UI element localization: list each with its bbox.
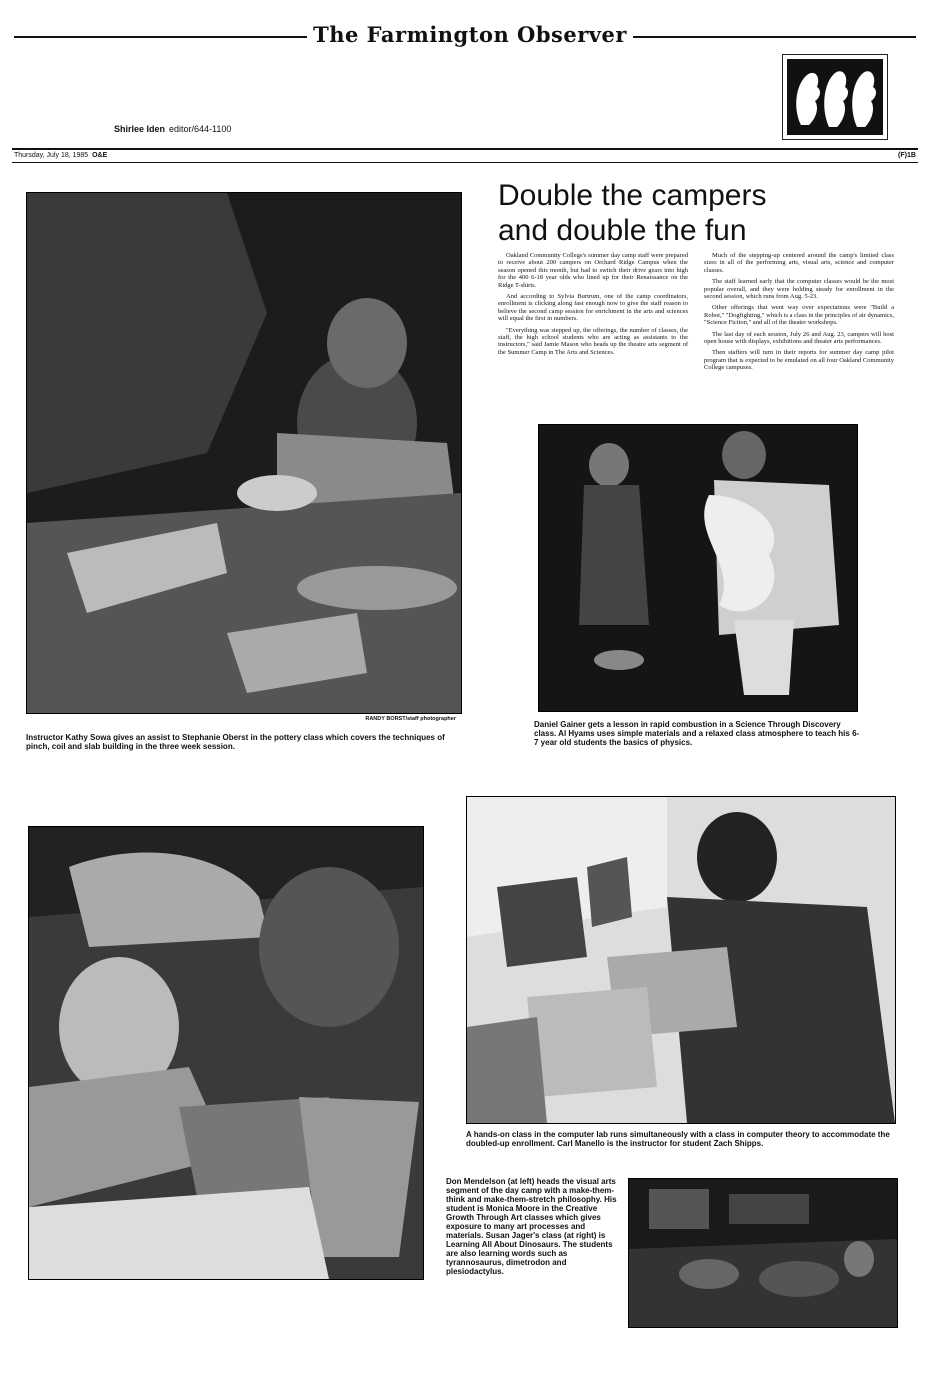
dinosaur-class-photo bbox=[628, 1178, 898, 1328]
page-number: (F)1B bbox=[898, 152, 916, 159]
science-photo-image bbox=[539, 425, 857, 711]
pottery-photo-caption: Instructor Kathy Sowa gives an assist to Stephanie Oberst in the pottery class which covers the techniques of pinch, coil and slab building in the three week session. bbox=[26, 733, 445, 752]
dinosaur-class-photo-image bbox=[629, 1179, 897, 1327]
pottery-photo bbox=[26, 192, 462, 714]
article-column-2 bbox=[704, 252, 894, 376]
dateline-date: Thursday, July 18, 1985 bbox=[14, 152, 89, 159]
article-column-1 bbox=[498, 252, 688, 360]
editor-line bbox=[114, 124, 231, 134]
editor-name: Shirlee Iden bbox=[114, 124, 166, 134]
dateline bbox=[14, 152, 107, 159]
masthead bbox=[0, 22, 940, 47]
article-paragraph: Much of the stepping-up centered around the camp's limited class sizes in all of the performing arts, visual arts, science and computer classes. bbox=[704, 252, 894, 274]
article-paragraph: Then staffers will turn in their reports for summer day camp pilot program that is expected to be emulated on all four Oakland Community College campuses. bbox=[704, 349, 894, 372]
dateline-rule-bottom bbox=[12, 162, 918, 163]
article-paragraph: "Everything was stepped up, the offerings, the number of classes, the staff, the high school students who are acting as assistants to the instructors," said Jamie Mason who heads up the theatre arts segment of the Summer Camp in The Arts and Sciences. bbox=[498, 326, 688, 356]
article-headline bbox=[498, 178, 888, 248]
editor-contact: editor/644-1100 bbox=[169, 124, 232, 134]
faces-logo-icon bbox=[783, 55, 887, 139]
science-photo-caption: Daniel Gainer gets a lesson in rapid combustion in a Science Through Discovery class. Al Hyams uses simple materials and a relaxed class atmosphere to teach his 6-7 year old students the basics of physics. bbox=[534, 720, 860, 748]
dateline-rule-top bbox=[12, 148, 918, 150]
article-paragraph: The last day of each session, July 26 and Aug. 23, campers will host open house with displays, exhibitions and theater arts performances. bbox=[704, 330, 894, 346]
masthead-title: The Farmington Observer bbox=[307, 22, 633, 47]
computer-lab-photo bbox=[466, 796, 896, 1124]
article-paragraph: The staff learned early that the computer classes would be the most popular overall, and they were holding steady for enrollment in the second session, which runs from Aug. 5-23. bbox=[704, 278, 894, 301]
section-logo bbox=[782, 54, 888, 140]
article-paragraph: Other offerings that went way over expectations were "Build a Robot," "Dogfighting," which is a class in the principles of air dynamics, "Science Fiction," and all of the theater workshops. bbox=[704, 304, 894, 327]
headline-line-2: and double the fun bbox=[498, 214, 747, 247]
art-class-photo-caption: Don Mendelson (at left) heads the visual arts segment of the day camp with a make-them-think and make-them-stretch philosophy. His student is Monica Moore in the Creative Growth Through Art classes which gives exposure to many art processes and materials. Susan Jager's class (at right) is Learning All About Dinosaurs. The students are also learning words such as tyrannosaurus, dimetrodon and plesiodactylus. bbox=[446, 1177, 617, 1276]
pottery-photo-credit: RANDY BORST/staff photographer bbox=[365, 716, 456, 722]
headline-line-1: Double the campers bbox=[498, 179, 767, 212]
science-photo bbox=[538, 424, 858, 712]
art-class-photo-image bbox=[29, 827, 423, 1279]
computer-lab-photo-image bbox=[467, 797, 895, 1123]
article-paragraph: Oakland Community College's summer day camp staff were prepared to receive about 200 campers on Orchard Ridge Campus when the season opened this month, but had to switch their drive gears into high for the 400 6-18 year olds who lined up for their Renaissance on the Ridge T-shirts. bbox=[498, 252, 688, 289]
computer-lab-photo-caption: A hands-on class in the computer lab runs simultaneously with a class in computer theory to accommodate the doubled-up enrollment. Carl Manello is the instructor for student Zach Shipps. bbox=[466, 1130, 890, 1149]
pottery-photo-image bbox=[27, 193, 461, 713]
dateline-section: O&E bbox=[92, 152, 108, 159]
art-class-photo bbox=[28, 826, 424, 1280]
article-paragraph: And according to Sylvia Burtrum, one of the camp coordinators, enrollment is clicking along fast enough now to give the staff reason to believe the second camp session for enrichment in the arts and sciences will equal the first in numbers. bbox=[498, 293, 688, 323]
